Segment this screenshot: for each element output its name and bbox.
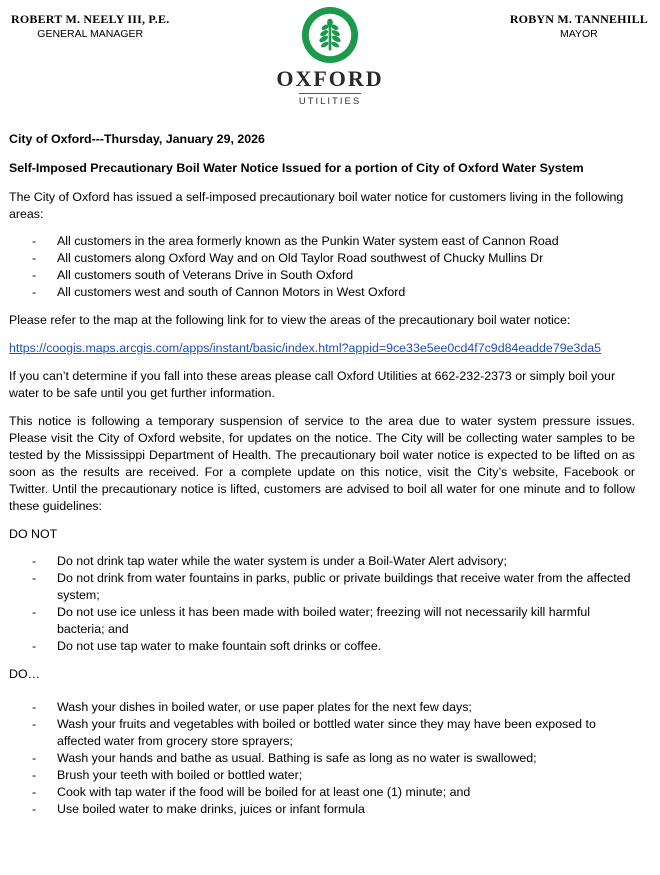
general-manager-title: GENERAL MANAGER [37, 28, 144, 40]
intro-paragraph: The City of Oxford has issued a self-imposed precautionary boil water notice for customers living in the following areas: [9, 190, 624, 221]
tree-leaf-icon [301, 6, 359, 64]
mayor-title: MAYOR [560, 28, 598, 40]
general-manager-name: ROBERT M. NEELY III, P.E. [11, 12, 170, 26]
notice-body [9, 131, 635, 818]
list-item: - All customers in the area formerly known as the Punkin Water system east of Cannon Road [9, 233, 635, 250]
list-item: - Brush your teeth with boiled or bottled water; [9, 767, 635, 784]
logo-subtitle: UTILITIES [299, 93, 361, 108]
map-link[interactable]: https://coogis.maps.arcgis.com/apps/instant/basic/index.html?appid=9ce33e5ee0cd4f7c9d84eadde79e3da5 [9, 341, 602, 355]
list-item: - Do not use ice unless it has been made with boiled water; freezing will not necessarily kill harmful bacteria; and [9, 604, 635, 638]
general-manager-block [11, 12, 169, 41]
list-item: - Wash your hands and bathe as usual. Bathing is safe as long as no water is swallowed; [9, 750, 635, 767]
list-item: - Do not drink from water fountains in parks, public or private buildings that receive water from the affected system; [9, 570, 635, 604]
list-item: - All customers west and south of Cannon Motors in West Oxford [9, 284, 635, 301]
list-item: - Cook with tap water if the food will be boiled for at least one (1) minute; and [9, 784, 635, 801]
list-item: - All customers along Oxford Way and on Old Taylor Road southwest of Chucky Mullins Dr [9, 250, 635, 267]
oxford-utilities-logo [265, 6, 395, 109]
do-not-heading: DO NOT [9, 527, 58, 541]
logo-wordmark: OXFORD [276, 66, 384, 91]
contact-paragraph: If you can’t determine if you fall into these areas please call Oxford Utilities at 662-232-2373 or simply boil your water to be safe until you get further information. [9, 369, 616, 400]
mayor-block [510, 12, 648, 41]
map-paragraph: Please refer to the map at the following link for to view the areas of the precautionary boil water notice: [9, 313, 571, 327]
affected-areas-list [9, 233, 635, 301]
mayor-name: ROBYN M. TANNEHILL [509, 12, 648, 26]
dateline: City of Oxford---Thursday, January 29, 2026 [9, 132, 265, 146]
details-paragraph: This notice is following a temporary suspension of service to the area due to water system pressure issues. Please visit the City of Oxford website, for updates on the notice. The City will be collecting water samples to be tested by the Mississippi Department of Health. The precautionary boil water notice is expected to be lifted on as soon as the results are received. For a complete update on this notice, visit the City’s website, Facebook or Twitter. Until the precautionary notice is lifted, customers are advised to boil all water for one minute and to follow these guidelines: [9, 414, 635, 513]
list-item: - Use boiled water to make drinks, juices or infant formula [9, 801, 635, 818]
do-not-list [9, 553, 635, 655]
do-heading: DO… [9, 667, 40, 681]
list-item: - Do not drink tap water while the water system is under a Boil-Water Alert advisory; [9, 553, 635, 570]
do-list [9, 699, 635, 818]
notice-headline: Self-Imposed Precautionary Boil Water Notice Issued for a portion of City of Oxford Water System [9, 161, 584, 175]
list-item: - Do not use tap water to make fountain soft drinks or coffee. [9, 638, 635, 655]
list-item: - All customers south of Veterans Drive in South Oxford [9, 267, 635, 284]
list-item: - Wash your dishes in boiled water, or use paper plates for the next few days; [9, 699, 635, 716]
list-item: - Wash your fruits and vegetables with boiled or bottled water since they may have been exposed to affected water from grocery store sprayers; [9, 716, 635, 750]
letterhead [0, 0, 660, 118]
